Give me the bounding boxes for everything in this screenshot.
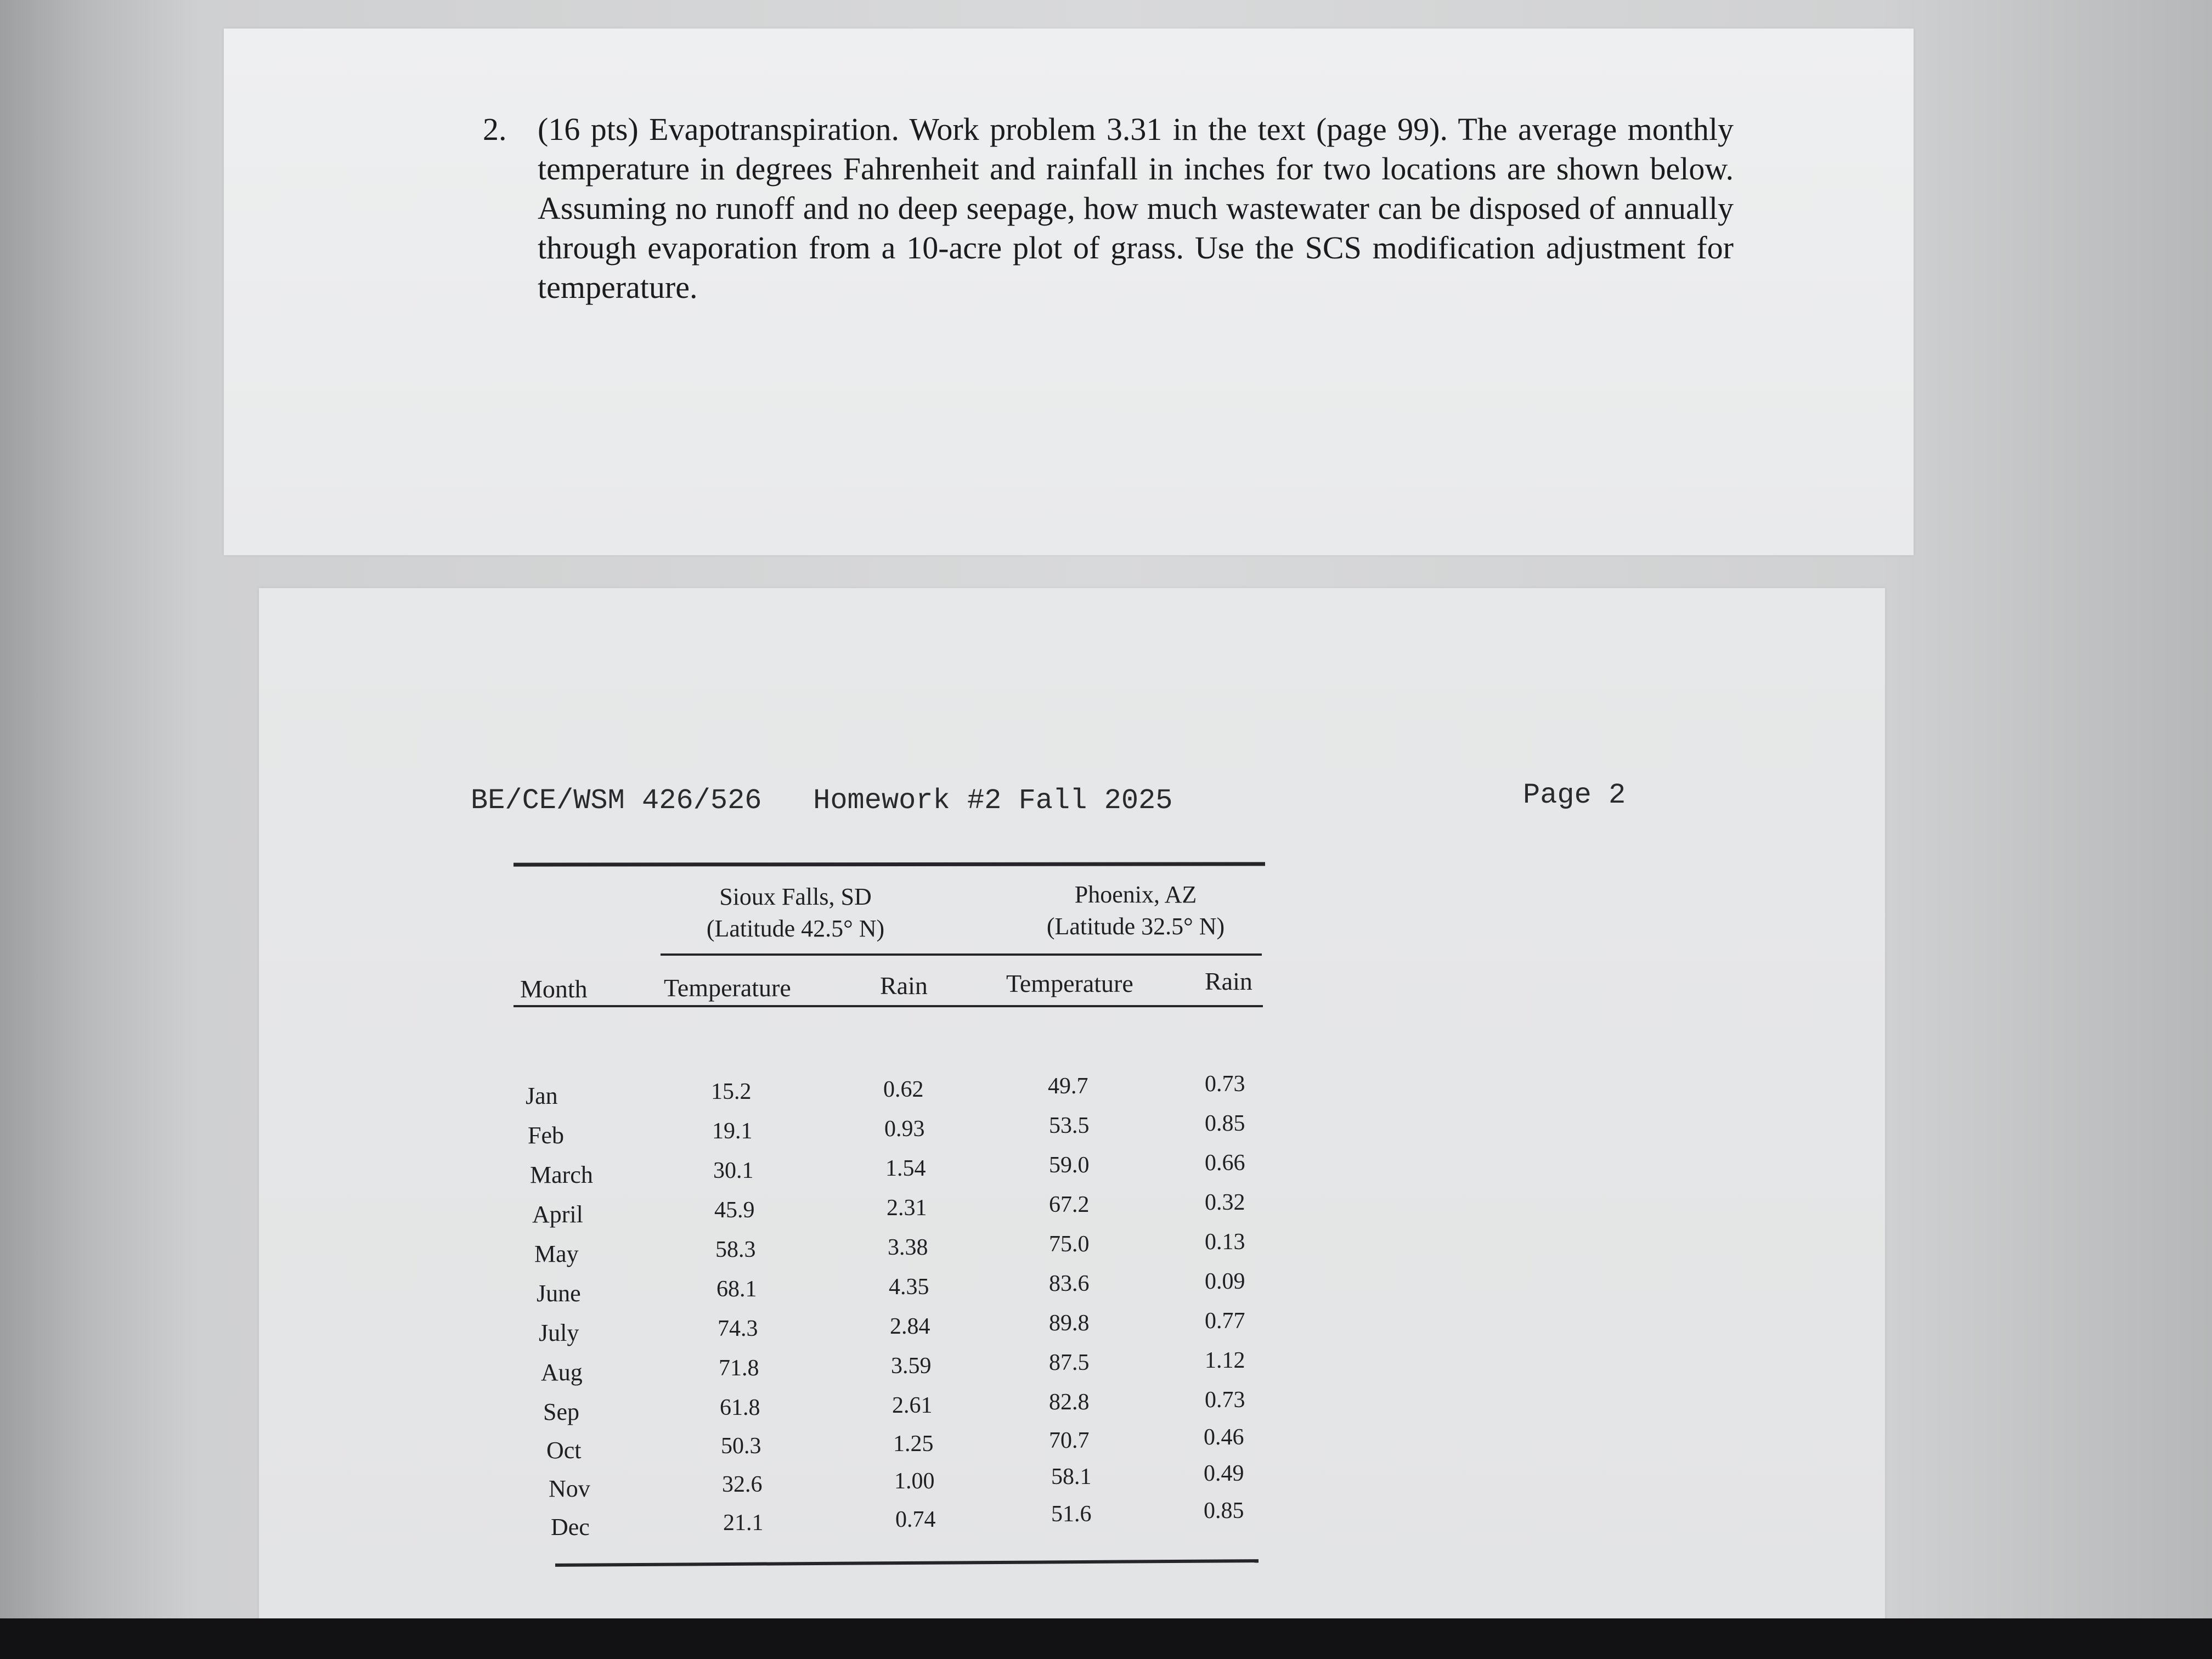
sf-temperature-cell: 32.6 <box>722 1472 763 1497</box>
page-number: Page 2 <box>1523 779 1626 811</box>
month-cell: Jan <box>526 1082 558 1109</box>
sf-temperature-cell: 74.3 <box>718 1316 758 1341</box>
column-header-ph-temperature: Temperature <box>1006 969 1133 997</box>
sf-rain-cell: 2.61 <box>892 1393 933 1418</box>
ph-rain-cell: 0.32 <box>1205 1190 1245 1215</box>
month-cell: Dec <box>551 1514 590 1541</box>
ph-rain-cell: 0.66 <box>1205 1150 1245 1176</box>
location-name: Phoenix, AZ <box>1074 881 1197 908</box>
ph-temperature-cell: 89.8 <box>1049 1311 1090 1336</box>
ph-rain-cell: 0.46 <box>1204 1425 1244 1450</box>
ph-temperature-cell: 53.5 <box>1049 1113 1090 1138</box>
month-cell: June <box>537 1280 581 1307</box>
ph-temperature-cell: 58.1 <box>1051 1464 1092 1489</box>
page-header-left <box>471 785 1172 817</box>
column-header-ph-rain: Rain <box>1205 967 1252 995</box>
column-header-sf-temperature: Temperature <box>664 974 791 1002</box>
course-code: BE/CE/WSM 426/526 <box>471 785 762 817</box>
problem-number: 2. <box>483 111 507 147</box>
sf-rain-cell: 1.25 <box>893 1431 934 1457</box>
sf-temperature-cell: 71.8 <box>719 1356 759 1381</box>
ph-temperature-cell: 67.2 <box>1049 1192 1090 1217</box>
ph-rain-cell: 0.85 <box>1204 1498 1244 1523</box>
month-cell: Sep <box>543 1398 579 1425</box>
location-latitude: (Latitude 42.5° N) <box>706 915 885 942</box>
ph-rain-cell: 1.12 <box>1205 1348 1245 1373</box>
sf-rain-cell: 0.62 <box>883 1077 924 1102</box>
sf-rain-cell: 1.00 <box>894 1469 935 1494</box>
ph-rain-cell: 0.13 <box>1205 1229 1245 1255</box>
ph-temperature-cell: 75.0 <box>1049 1232 1090 1257</box>
header-bottom-rule <box>514 1005 1263 1007</box>
ph-rain-cell: 0.85 <box>1205 1111 1245 1136</box>
sf-rain-cell: 2.84 <box>890 1314 930 1339</box>
month-cell: May <box>534 1240 579 1267</box>
problem-text: (16 pts) Evapotranspiration. Work problem 3.31 in the text (page 99). The average monthly temperature in degrees Fahrenheit and rainfall in inches for two locations are shown below. Assuming no runoff and no deep seepage, how much wastewater can be disposed of annually through evaporation from a 10-acre plot of grass. Use the SCS modification adjustment for temperature. <box>538 111 1734 305</box>
sf-temperature-cell: 45.9 <box>714 1198 755 1223</box>
ph-temperature-cell: 51.6 <box>1051 1502 1092 1527</box>
sf-temperature-cell: 19.1 <box>712 1119 753 1144</box>
location-sioux-falls <box>669 881 922 945</box>
sf-temperature-cell: 30.1 <box>713 1158 754 1183</box>
table-top-rule <box>514 862 1265 866</box>
ph-rain-cell: 0.73 <box>1205 1071 1245 1097</box>
month-cell: Aug <box>541 1359 583 1386</box>
sf-rain-cell: 0.74 <box>895 1507 936 1532</box>
month-cell: Feb <box>528 1122 564 1149</box>
sf-rain-cell: 2.31 <box>887 1195 927 1221</box>
monitor-bezel <box>0 1618 2212 1659</box>
month-cell: April <box>532 1201 583 1228</box>
ph-temperature-cell: 82.8 <box>1049 1390 1090 1415</box>
location-phoenix <box>1009 879 1262 943</box>
sf-temperature-cell: 61.8 <box>720 1395 760 1420</box>
ph-rain-cell: 0.49 <box>1204 1461 1244 1486</box>
ph-rain-cell: 0.77 <box>1205 1308 1245 1334</box>
assignment-title: Homework #2 Fall 2025 <box>813 785 1173 817</box>
sf-rain-cell: 1.54 <box>885 1156 926 1181</box>
location-underline <box>661 953 1262 956</box>
month-cell: Nov <box>549 1475 590 1502</box>
column-header-sf-rain: Rain <box>880 972 928 1000</box>
sf-rain-cell: 4.35 <box>889 1274 929 1300</box>
month-cell: July <box>539 1319 579 1346</box>
ph-rain-cell: 0.73 <box>1205 1387 1245 1413</box>
ph-temperature-cell: 83.6 <box>1049 1271 1090 1296</box>
location-name: Sioux Falls, SD <box>719 883 872 910</box>
sf-rain-cell: 3.38 <box>888 1235 928 1260</box>
location-latitude: (Latitude 32.5° N) <box>1046 913 1225 940</box>
month-cell: March <box>530 1161 593 1188</box>
sf-temperature-cell: 58.3 <box>715 1237 756 1262</box>
sf-temperature-cell: 21.1 <box>723 1510 764 1536</box>
sf-rain-cell: 3.59 <box>891 1353 932 1379</box>
sf-temperature-cell: 15.2 <box>711 1079 752 1104</box>
ph-rain-cell: 0.09 <box>1205 1269 1245 1294</box>
sf-temperature-cell: 50.3 <box>721 1434 761 1459</box>
ph-temperature-cell: 59.0 <box>1049 1153 1090 1178</box>
ph-temperature-cell: 49.7 <box>1048 1074 1088 1099</box>
sf-rain-cell: 0.93 <box>884 1116 925 1142</box>
month-cell: Oct <box>546 1437 582 1464</box>
column-header-month: Month <box>520 975 588 1003</box>
sf-temperature-cell: 68.1 <box>716 1277 757 1302</box>
ph-temperature-cell: 87.5 <box>1049 1350 1090 1375</box>
ph-temperature-cell: 70.7 <box>1049 1428 1090 1453</box>
